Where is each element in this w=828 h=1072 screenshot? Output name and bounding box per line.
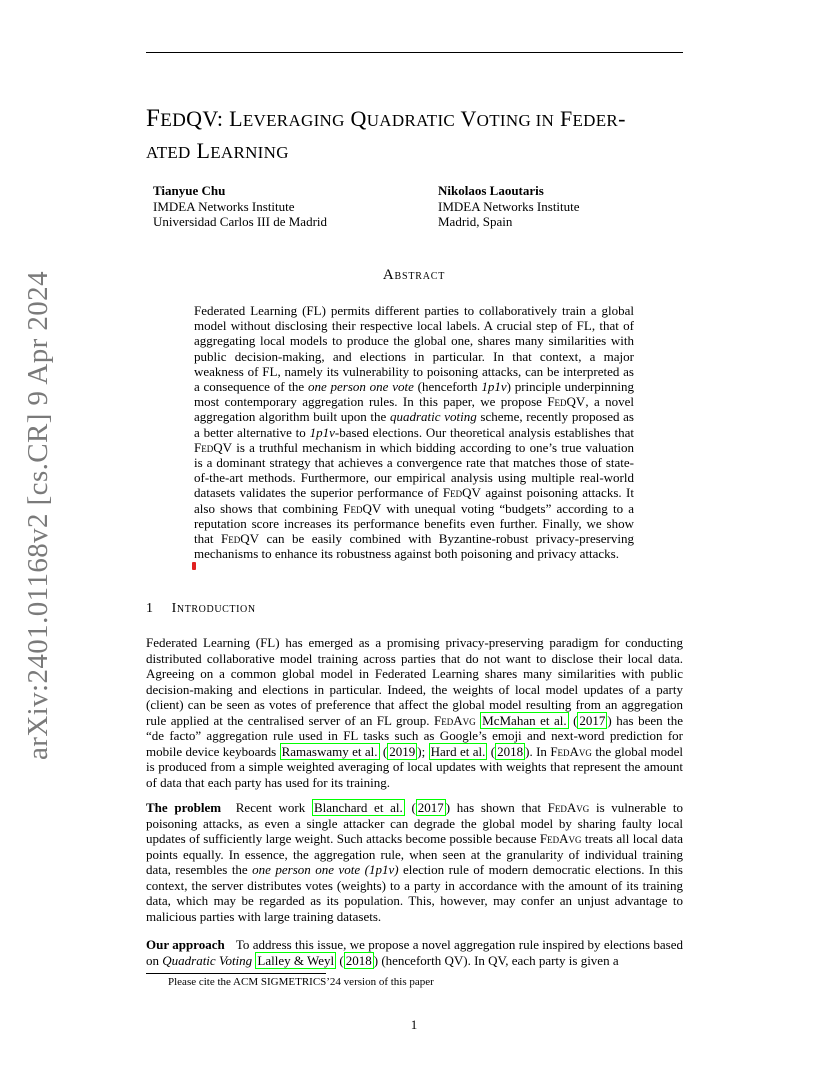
top-rule bbox=[146, 52, 683, 53]
section-heading bbox=[146, 601, 256, 617]
author-affiliation: Universidad Carlos III de Madrid bbox=[153, 214, 328, 229]
run-in-heading: Our approach bbox=[146, 937, 225, 952]
citation-year-link[interactable]: 2017 bbox=[579, 712, 606, 728]
footnote-rule bbox=[146, 973, 326, 974]
section-title: Introduction bbox=[171, 601, 256, 616]
citation-link[interactable]: Lalley & Weyl bbox=[257, 952, 335, 968]
author-affiliation: IMDEA Networks Institute bbox=[438, 198, 580, 214]
abstract-body: Federated Learning (FL) permits different parties to collaboratively train a global model without disclosing their respective local labels. A crucial step of FL, that of aggregating local models to produce the global one, shares many similarities with public decision-making, and elections in particular. In that context, a major weakness of FL, namely its vulnerability to poisoning attacks, can be interpreted as a consequence of the one person one vote (henceforth 1p1v) principle underpinning most contemporary aggregation rules. In this paper, we propose FedQV, a novel aggregation algorithm built upon the quadratic voting scheme, recently proposed as a better alternative to 1p1v-based elections. Our theoretical analysis establishes that FedQV is a truthful mechanism in which bidding according to one’s true valuation is a dominant strategy that achieves a convergence rate that matches those of state-of-the-art methods. Furthermore, our empirical analysis using multiple real-world datasets validates the superior performance of FedQV against poisoning attacks. It also shows that combining FedQV with unequal voting “budgets” according to a reputation score increases its performance benefits even further. Finally, we show that FedQV can be easily combined with Byzantine-robust privacy-preserving mechanisms to enhance its robustness against both poisoning and privacy attacks. bbox=[194, 303, 634, 562]
citation-link[interactable]: Ramaswamy et al. bbox=[281, 743, 378, 759]
author-name: Nikolaos Laoutaris bbox=[438, 183, 544, 198]
author-block bbox=[153, 183, 327, 230]
citation-year-link[interactable]: 2017 bbox=[417, 800, 444, 815]
annotation-marker bbox=[192, 562, 196, 570]
section-number: 1 bbox=[146, 601, 154, 616]
approach-paragraph: Our approach To address this issue, we propose a novel aggregation rule inspired by elections based on Quadratic Voting Lalley & Weyl ( 2018 ) (henceforth QV). In QV, each party is given a bbox=[146, 937, 684, 968]
citation-year-link[interactable]: 2018 bbox=[345, 952, 372, 968]
citation-link[interactable]: Blanchard et al. bbox=[313, 800, 403, 815]
author-affiliation: Madrid, Spain bbox=[438, 214, 513, 229]
page-number: 1 bbox=[410, 1017, 418, 1032]
arxiv-stamp: arXiv:2401.01168v2 [cs.CR] 9 Apr 2024 bbox=[22, 271, 54, 760]
citation-year-link[interactable]: 2018 bbox=[497, 743, 524, 759]
citation-link[interactable]: Hard et al. bbox=[430, 743, 486, 759]
author-affiliation: IMDEA Networks Institute bbox=[153, 198, 295, 214]
paper-title: FEDQV: LEVERAGING QUADRATIC VOTING IN FEDER- ATED LEARNING bbox=[146, 105, 626, 163]
citation-link[interactable]: McMahan et al. bbox=[482, 712, 567, 728]
problem-paragraph: The problem Recent work Blanchard et al. ( 2017 ) has shown that FedAvg is vulnerable to poisoning attacks, as even a single attacker can degrade the global model by sharing faulty local updates of sufficiently large weight. Such attacks become possible because FedAvg treats all local data points equally. In essence, the aggregation rule, when seen at the granularity of individual training data, resembles the one person one vote (1p1v) election rule of modern democratic elections. In this context, the server distributes votes (weights) to a party in accordance with the amount of its training data, which may be regarded as its population. This, however, may confer an unjust advantage to malicious parties with large training datasets. bbox=[146, 800, 684, 924]
run-in-heading: The problem bbox=[146, 800, 222, 815]
footnote: Please cite the ACM SIGMETRICS’24 version of this paper bbox=[168, 976, 434, 988]
intro-paragraph: Federated Learning (FL) has emerged as a promising privacy-preserving paradigm for conducting distributed collaborative model training across parties that do not want to disclose their local data. Agreeing on a common global model in Federated Learning shares many similarities with public decision-making and elections in particular. Indeed, the weights of local model updates of a party (client) can be seen as votes of preference that affect the global model resulting from an aggregation rule applied at the centralised server of an FL group. FedAvg McMahan et al. ( 2017 ) has been the “de facto” aggregation rule used in FL tasks such as Google’s emoji and next-word prediction for mobile device keyboards Ramaswamy et al. ( 2019 ); Hard et al. ( 2018 ). In FedAvg the global model is produced from a simple weighted averaging of local updates with weights that represent the amount of data that each party has used for its training. bbox=[146, 635, 683, 790]
author-name: Tianyue Chu bbox=[153, 183, 226, 198]
author-block bbox=[438, 183, 580, 230]
citation-year-link[interactable]: 2019 bbox=[389, 743, 416, 759]
abstract-heading: Abstract bbox=[382, 267, 446, 283]
